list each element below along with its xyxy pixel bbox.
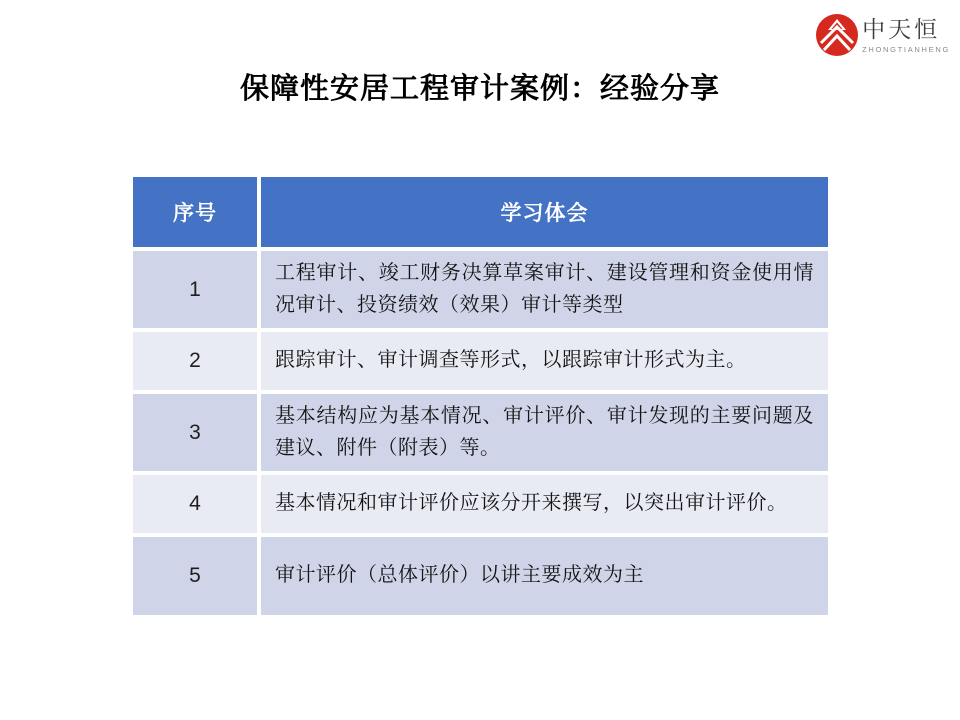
table-header-content: 学习体会	[261, 177, 828, 247]
table-row-4-text: 基本情况和审计评价应该分开来撰写，以突出审计评价。	[261, 475, 828, 533]
company-logo	[815, 13, 950, 57]
table-row-5-text: 审计评价（总体评价）以讲主要成效为主	[261, 537, 828, 615]
table-row-2-no: 2	[133, 332, 257, 390]
experience-table	[133, 177, 828, 615]
table-row-3-text: 基本结构应为基本情况、审计评价、审计发现的主要问题及建议、附件（附表）等。	[261, 394, 828, 471]
logo-company-romanized: ZHONGTIANHENG	[862, 45, 950, 54]
table-header-no: 序号	[133, 177, 257, 247]
table-row-5-no: 5	[133, 537, 257, 615]
table-row-2-text: 跟踪审计、审计调查等形式，以跟踪审计形式为主。	[261, 332, 828, 390]
table-row-1-no: 1	[133, 251, 257, 328]
logo-company-name: 中天恒	[862, 17, 941, 42]
mountain-logo-icon	[815, 13, 859, 57]
table-row-1-text: 工程审计、竣工财务决算草案审计、建设管理和资金使用情况审计、投资绩效（效果）审计等类型	[261, 251, 828, 328]
table-row-3-no: 3	[133, 394, 257, 471]
slide-title: 保障性安居工程审计案例：经验分享	[239, 73, 720, 105]
logo-text-block	[862, 13, 950, 54]
table-row-4-no: 4	[133, 475, 257, 533]
